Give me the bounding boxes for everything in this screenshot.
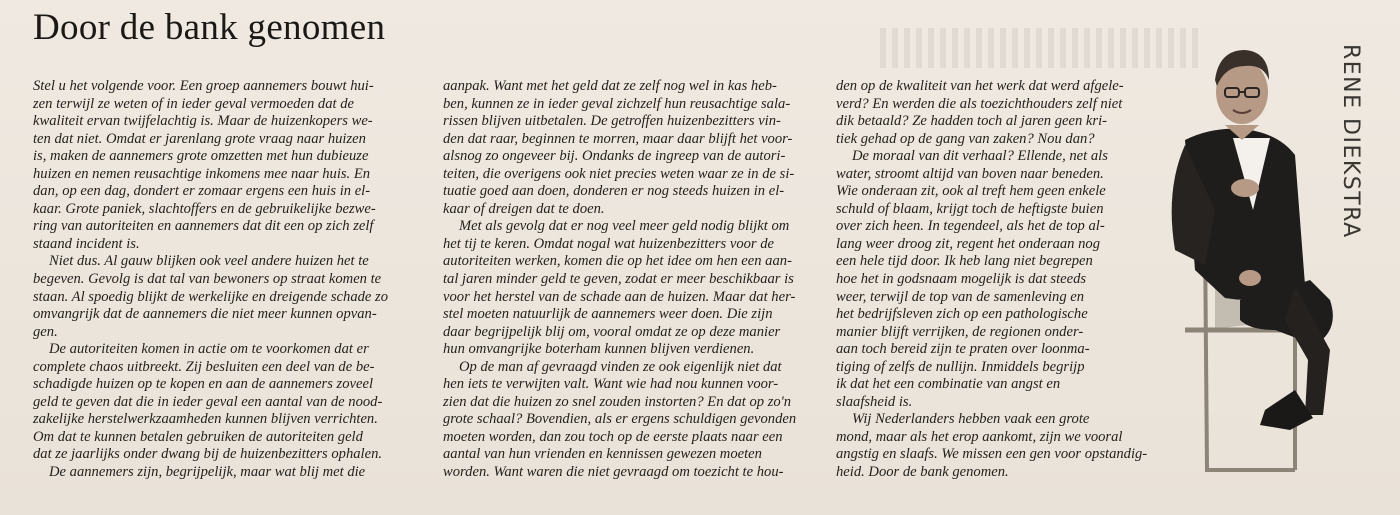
article-line: slaafsheid is. <box>836 393 913 410</box>
article-paragraph <box>33 341 418 464</box>
article-line: tiek gehad op de gang van zaken? Nou dan? <box>836 130 1095 147</box>
article-line: Met als gevolg dat er nog veel meer geld nodig blijkt om <box>459 218 790 235</box>
article-line: voor het herstel van de schade aan de huizen. Maar dat her- <box>443 288 796 305</box>
article-line: dik betaald? Ze hadden toch al jaren geen kri- <box>836 113 1108 130</box>
article-paragraph <box>443 359 828 482</box>
article-line: aan toch bereid zijn te praten over loonma- <box>836 341 1090 358</box>
article-line: kaar of dreigen dat te doen. <box>443 200 605 217</box>
article-line: het tij te keren. Omdat nogal wat huizenbezitters voor de <box>443 235 775 252</box>
article-line: aanpak. Want met het geld dat ze zelf nog wel in kas heb- <box>443 78 777 94</box>
article-line: kaar. Grote paniek, slachtoffers en de gebruikelijke bezwe- <box>33 200 376 217</box>
article-paragraph <box>836 148 1166 411</box>
article-line: autoriteiten werken, komen die op het idee om hen een aan- <box>443 253 792 270</box>
article-line: tiging of zelfs de nullijn. Inmiddels begrijp <box>836 358 1085 375</box>
article-line: verd? En werden die als toezichthouders zelf niet <box>836 95 1123 112</box>
article-line: stel moeten natuurlijk de aannemers weer doen. Die zijn <box>443 306 773 323</box>
article-line: ten dat niet. Omdat er jarenlang grote vraag naar huizen <box>33 130 366 147</box>
article-line: Om dat te kunnen betalen gebruiken de autoriteiten geld <box>33 428 363 445</box>
article-line: moeten worden, dan zou toch op de eerste plaats naar een <box>443 428 783 445</box>
article-line: een hele tijd door. Ik heb lang niet begrepen <box>836 253 1093 270</box>
article-line: angstig en slaafs. We missen een gen voor opstandig- <box>836 446 1148 463</box>
article-line: over zich heen. In tegendeel, als het de top al- <box>836 218 1105 235</box>
article-line: tuatie goed aan doen, donderen er nog steeds huizen in el- <box>443 183 785 200</box>
article-line: De aannemers zijn, begrijpelijk, maar wat blij met die <box>49 464 366 481</box>
article-line: staan. Al spoedig blijkt de werkelijke en dreigende schade zo <box>33 288 389 305</box>
article-column-1 <box>33 78 418 482</box>
article-line: manier blijft verrijken, de regionen onder- <box>836 323 1084 340</box>
article-line: mond, maar als het erop aankomt, zijn we vooral <box>836 428 1123 445</box>
article-line: De moraal van dit verhaal? Ellende, net als <box>852 148 1108 165</box>
article-line: Niet dus. Al gauw blijken ook veel andere huizen het te <box>49 253 369 270</box>
article-line: hun omvangrijke boterham kunnen blijven verdienen. <box>443 341 755 358</box>
article-line: rissen blijven uitbetalen. De getroffen huizenbezitters vin- <box>443 113 781 130</box>
article-line: daar begrijpelijk blij om, vooral omdat ze op deze manier <box>443 323 781 340</box>
article-line: tal jaren minder geld te geven, zodat er meer beschikbaar is <box>443 271 794 288</box>
author-photo <box>1145 30 1350 515</box>
article-column-3 <box>836 78 1166 482</box>
article-line: geld te geven dat die in ieder geval een aantal van de nood- <box>33 393 383 410</box>
article-paragraph <box>33 78 418 253</box>
article-line: hoe het in godsnaam mogelijk is dat steeds <box>836 271 1087 288</box>
article-line: weer, terwijl de top van de samenleving en <box>836 288 1085 305</box>
article-line: gen. <box>33 323 58 340</box>
article-paragraph <box>33 464 418 482</box>
man-on-chair-photo <box>1172 50 1333 470</box>
article-paragraph <box>443 78 828 218</box>
article-line: water, stroomt altijd van boven naar beneden. <box>836 165 1104 182</box>
article-line: aantal van hun vrienden en kennissen gewezen moeten <box>443 446 762 463</box>
article-line: dat ze jaarlijks onder dwang bij de huizenbezitters ophalen. <box>33 446 383 463</box>
article-paragraph <box>836 78 1166 148</box>
article-line: zen terwijl ze weten of in ieder geval vermoeden dat de <box>33 95 354 112</box>
article-line: ik dat het een combinatie van angst en <box>836 376 1061 393</box>
article-line: is, maken de aannemers grote omzetten met hun dubieuze <box>33 148 369 165</box>
article-line: Wie onderaan zit, ook al treft hem geen enkele <box>836 183 1106 200</box>
article-line: huizen en nemen reusachtige inkomens mee naar huis. En <box>33 165 371 182</box>
article-line: schadigde huizen op te kopen en aan de aannemers zoveel <box>33 376 374 393</box>
article-line: grote schaal? Bovendien, als er ergens schuldigen gevonden <box>443 411 797 428</box>
article-line: ring van autoriteiten en aannemers dat dit een op zich zelf <box>33 218 374 235</box>
article-paragraph <box>836 411 1166 481</box>
article-paragraph <box>33 253 418 341</box>
author-byline: RENE DIEKSTRA <box>1338 44 1363 239</box>
article-line: Op de man af gevraagd vinden ze ook eigenlijk niet dat <box>459 358 782 375</box>
headline: Door de bank genomen <box>33 7 386 48</box>
article-line: zakelijke herstelwerkzaamheden kunnen blijven verrichten. <box>33 411 378 428</box>
article-line: De autoriteiten komen in actie om te voorkomen dat er <box>49 341 369 358</box>
article-line: teiten, die overigens ook niet precies weten waar ze in de si- <box>443 165 795 182</box>
article-line: begeven. Gevolg is dat tal van bewoners op straat komen te <box>33 271 382 288</box>
article-line: staand incident is. <box>33 235 140 252</box>
article-line: Wij Nederlanders hebben vaak een grote <box>852 411 1090 428</box>
article-line: den op de kwaliteit van het werk dat werd afgele- <box>836 78 1124 94</box>
article-line: omvangrijk dat de aannemers die niet meer kunnen opvan- <box>33 306 377 323</box>
article-line: complete chaos uitbreekt. Zij besluiten een deel van de be- <box>33 358 375 375</box>
article-line: schuld of blaam, krijgt toch de heftigste buien <box>836 200 1104 217</box>
article-line: lang weer droog zit, regent het onderaan nog <box>836 235 1101 252</box>
article-line: alsnog zo ongeveer bij. Ondanks de ingreep van de autori- <box>443 148 786 165</box>
article-paragraph <box>443 218 828 358</box>
article-line: hen iets te verwijten valt. Want wie had nou kunnen voor- <box>443 376 779 393</box>
article-line: zien dat die huizen zo snel zouden instorten? En dat op zo'n <box>443 393 792 410</box>
article-line: den dat raar, beginnen te morren, maar daar blijft het voor- <box>443 130 793 147</box>
article-line: worden. Want waren die niet gevraagd om toezicht te hou- <box>443 464 784 481</box>
article-line: het bedrijfsleven zich op een pathologische <box>836 306 1088 323</box>
article-line: dan, op een dag, dondert er zomaar ergens een huis in el- <box>33 183 371 200</box>
article-line: kwaliteit ervan twijfelachtig is. Maar de huizenkopers we- <box>33 113 373 130</box>
article-line: ben, kunnen ze in ieder geval zichzelf hun reusachtige sala- <box>443 95 791 112</box>
article-column-2 <box>443 78 828 482</box>
article-line: Stel u het volgende voor. Een groep aannemers bouwt hui- <box>33 78 374 94</box>
article-line: heid. Door de bank genomen. <box>836 464 1009 481</box>
